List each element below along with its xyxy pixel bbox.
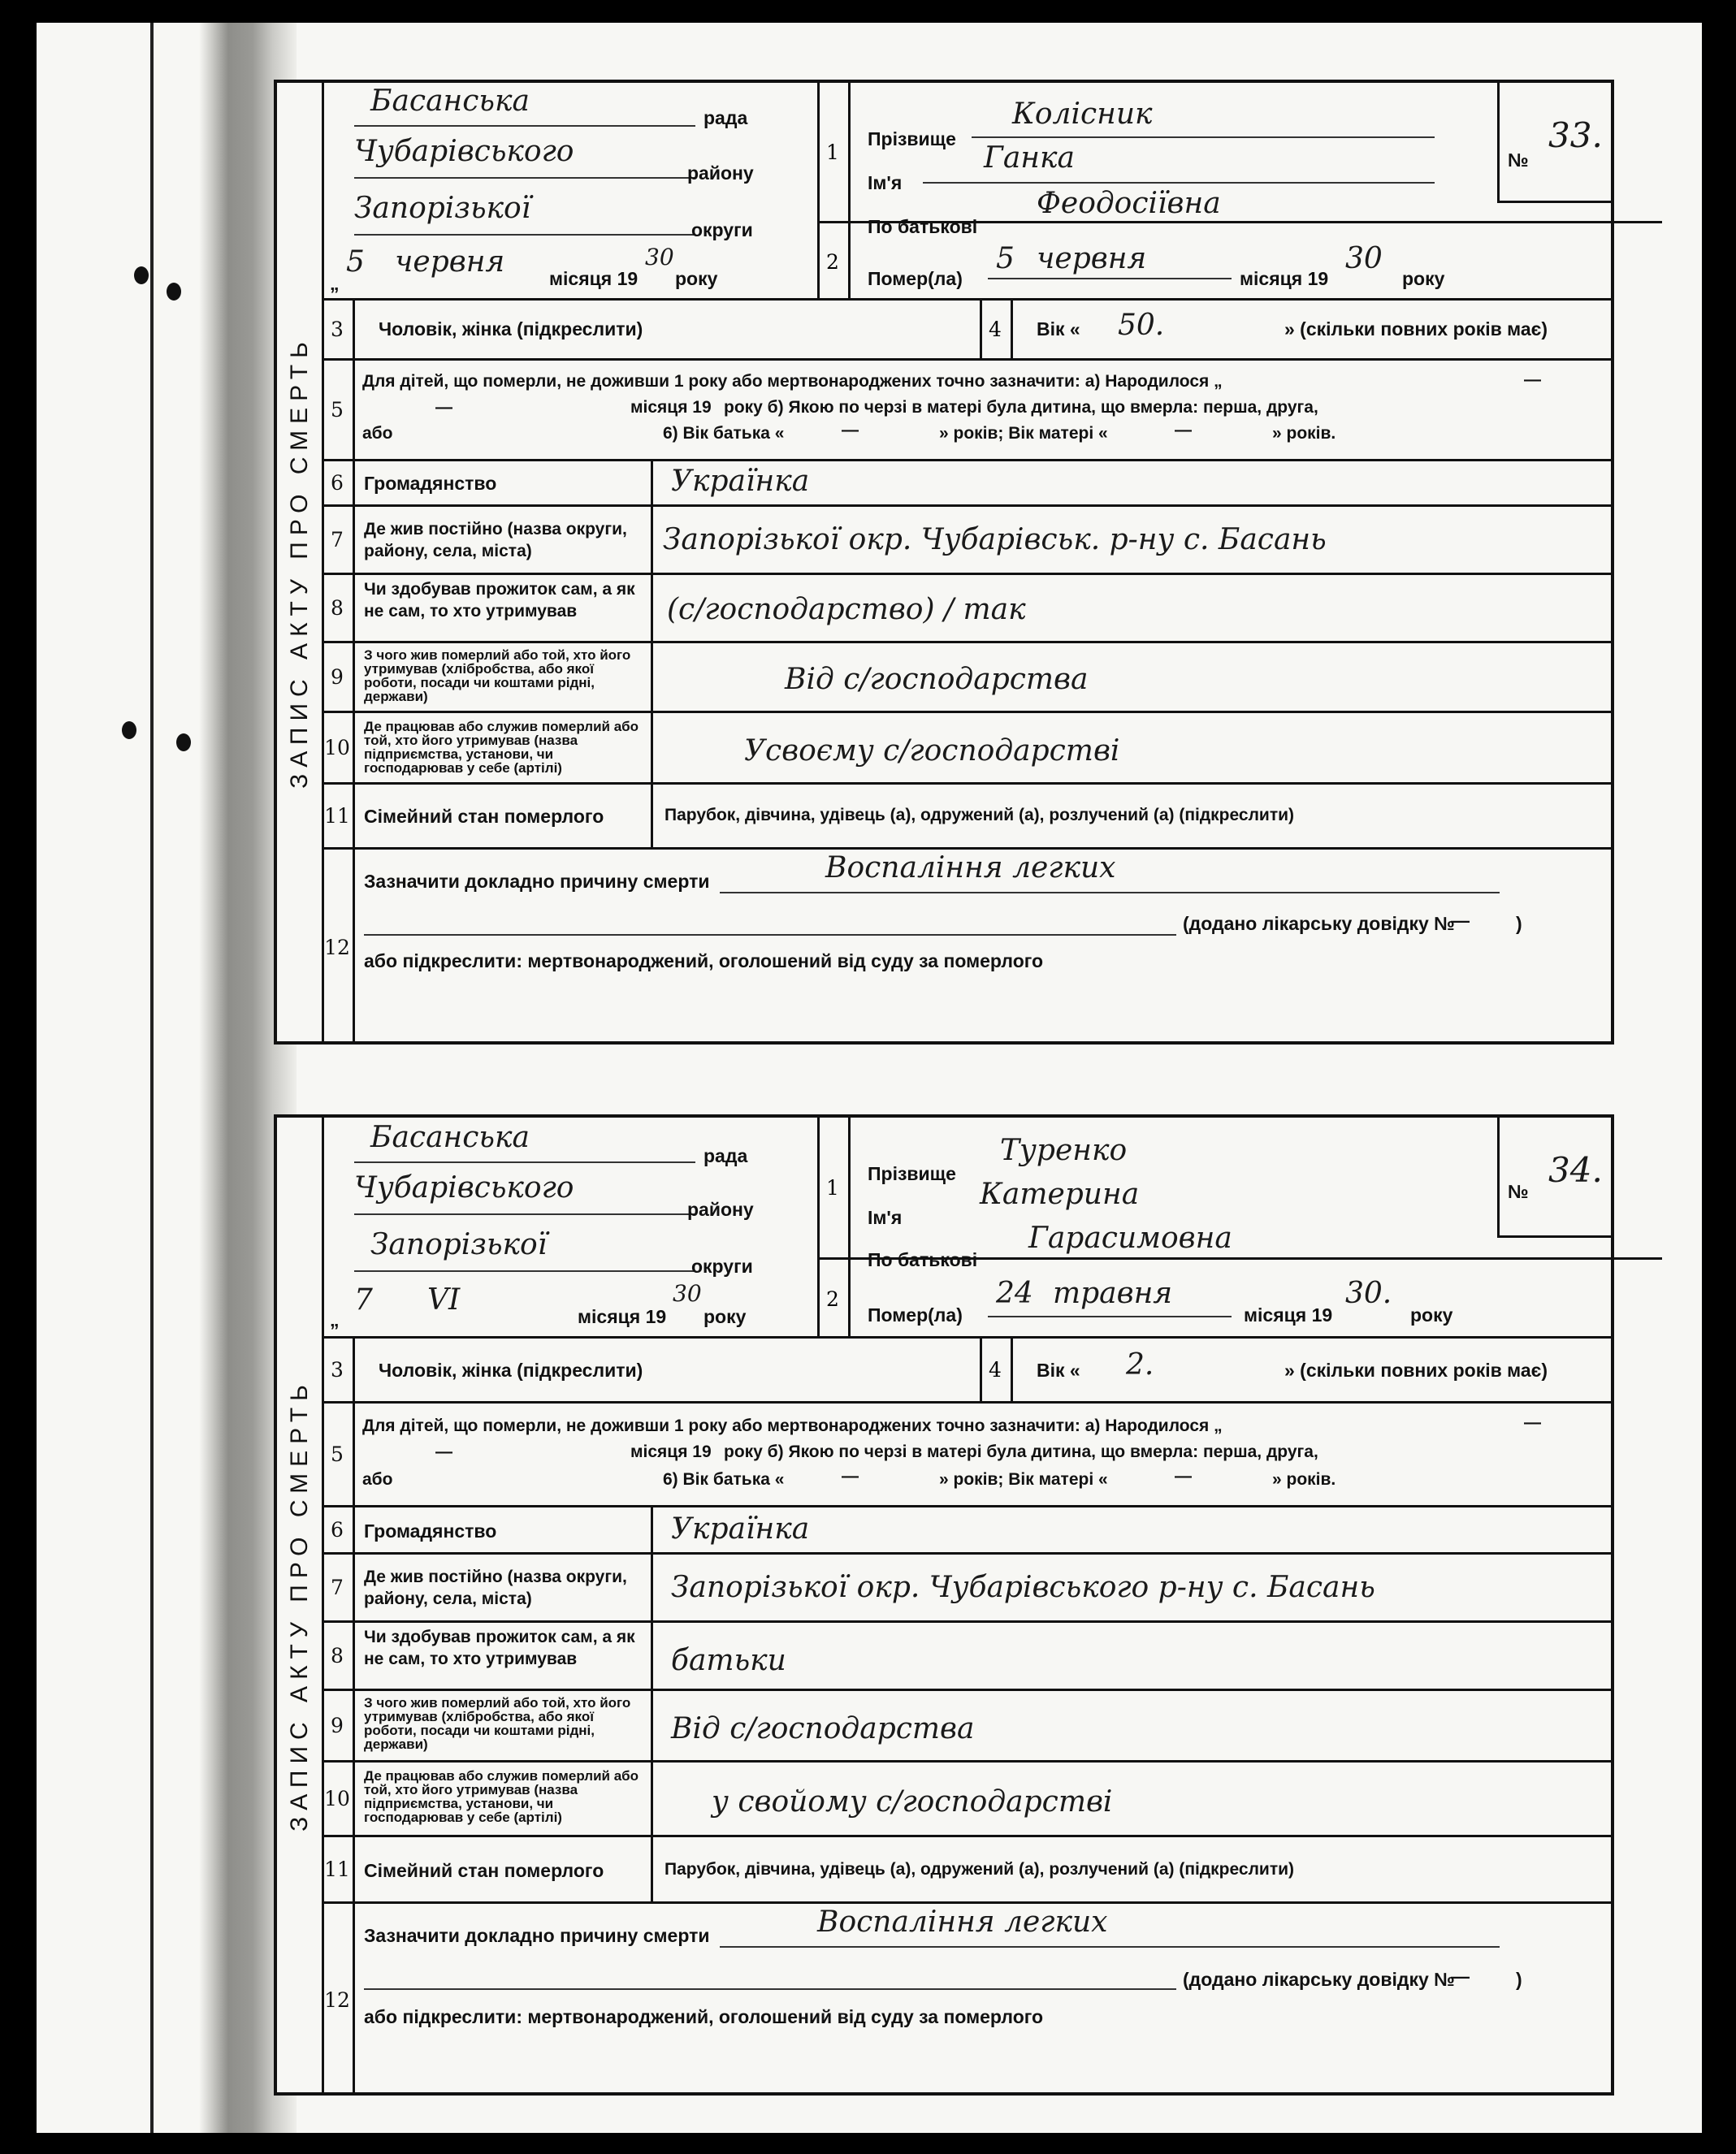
okrug-label: округи <box>691 1256 753 1277</box>
children-line1: Для дітей, що померли, не доживши 1 року або мертвонароджених точно зазначити: а) Народилося „ <box>362 372 1223 391</box>
marital-label: Сімейний стан померлого <box>364 1860 604 1881</box>
residence-label: Де жив постійно (назва округи, району, села, міста) <box>364 1568 627 1608</box>
income-value: Від с/господарства <box>671 1712 975 1745</box>
residence-label: Де жив постійно (назва округи, району, села, міста) <box>364 520 627 560</box>
row-sex-age: 3 Чоловік, жінка (підкреслити) 4 Вік « 50. » (скільки повних років має) <box>322 301 1611 361</box>
livelihood-label: Чи здобував прожиток сам, а як не сам, то хто утримував <box>364 1628 635 1668</box>
age-label: Вік « <box>1037 1360 1080 1381</box>
residence-value: Запорізької окр. Чубарівського р-ну с. Басань <box>671 1571 1375 1604</box>
children-dash-1: — <box>1524 370 1541 389</box>
children-dash-2: — <box>435 398 452 417</box>
reg-year-label: року <box>703 1306 747 1327</box>
cause-label: Зазначити докладно причину смерти <box>364 1925 710 1946</box>
name-label: Ім'я <box>868 172 903 193</box>
children-line3c: » років; Вік матері « <box>939 424 1108 443</box>
row-residence: 7 Де жив постійно (назва округи, району, села, міста) Запорізької окр. Чубарівськ. р-ну с. Басань <box>322 507 1611 575</box>
died-month: червня <box>1037 242 1147 275</box>
residence-value: Запорізької окр. Чубарівськ. р-ну с. Басань <box>663 523 1327 556</box>
died-day: 5 <box>996 242 1015 275</box>
children-line2: місяця 19 <box>630 398 712 417</box>
children-line3a: або <box>362 1470 393 1489</box>
died-year-label: року <box>1410 1304 1453 1326</box>
row-sex-age: 3 Чоловік, жінка (підкреслити) 4 Вік « 2. » (скільки повних років має) <box>322 1339 1611 1404</box>
cert-no: — <box>1451 910 1470 931</box>
workplace-value: Усвоєму с/господарстві <box>744 734 1120 768</box>
age-suffix: » (скільки повних років має) <box>1284 1360 1548 1381</box>
cause-value: Воспаління легких <box>817 1905 1108 1939</box>
children-line3d: » років. <box>1272 424 1336 443</box>
children-line2: місяця 19 <box>630 1442 712 1461</box>
side-title: ЗАПИС АКТУ ПРО СМЕРТЬ <box>285 1378 313 1832</box>
age-suffix: » (скільки повних років має) <box>1284 318 1548 340</box>
citizenship-label: Громадянство <box>364 1520 497 1542</box>
row-children: 5 Для дітей, що померли, не доживши 1 року або мертвонароджених точно зазначити: а) Народилося „ — — місяця 19 року б) Якою по черзі в матері була дитина, що вмерла: перша, друга, або 6) Вік батька « — » років; Вік матері « — » років. <box>322 361 1611 461</box>
stillborn-label: або підкреслити: мертвонароджений, оголошений від суду за померлого <box>364 950 1044 971</box>
row-cause: 12 Зазначити докладно причину смерти Воспаління легких (додано лікарську довідку № — ) або підкреслити: мертвонароджений, оголошений від суду за померлого <box>322 850 1611 1045</box>
children-dash-4: — <box>1175 421 1192 439</box>
district-value: Чубарівського <box>354 1171 574 1205</box>
reg-month: VI <box>427 1283 461 1317</box>
reg-month: червня <box>395 245 505 279</box>
reg-month-label: місяця 19 <box>549 268 639 289</box>
citizenship-label: Громадянство <box>364 473 497 494</box>
surname-label: Прізвище <box>868 128 956 149</box>
record-no-label: № <box>1508 1181 1529 1202</box>
age-value: 2. <box>1126 1348 1154 1382</box>
children-line3d: » років. <box>1272 1470 1336 1489</box>
row-children: 5 Для дітей, що померли, не доживши 1 року або мертвонароджених точно зазначити: а) Народилося „ — — місяця 19 року б) Якою по черзі в матері була дитина, що вмерла: перша, друга, або 6) Вік батька « — » років; Вік матері « — » років. <box>322 1404 1611 1507</box>
okrug-value: Запорізької <box>354 192 531 225</box>
name-value: Катерина <box>980 1178 1140 1211</box>
children-line2b: року б) Якою по черзі в матері була дитина, що вмерла: перша, друга, <box>724 398 1318 417</box>
row-workplace: 10 Де працював або служив померлий або той, хто його утримував (назва підприємства, установи, чи господарював у себе (артілі) Усвоєму с/господарстві <box>322 713 1611 785</box>
children-line2b: року б) Якою по черзі в матері була дитина, що вмерла: перша, друга, <box>724 1442 1318 1461</box>
row-income: 9 З чого жив померлий або той, хто його утримував (хлібробства, або якої роботи, посади чи коштами рідні, держави) Від с/господарства <box>322 643 1611 713</box>
died-year-label: року <box>1402 268 1445 289</box>
surname-label: Прізвище <box>868 1163 956 1184</box>
name-value: Ганка <box>984 141 1075 175</box>
record-number-box <box>1497 83 1611 203</box>
reg-year: 30 <box>673 1280 702 1307</box>
district-label: району <box>687 1199 754 1220</box>
died-month-label: місяця 19 <box>1240 268 1329 289</box>
marital-options: Парубок, дівчина, удівець (а), одружений (а), розлучений (а) (підкреслити) <box>665 1860 1295 1879</box>
cert-label: (додано лікарську довідку № <box>1183 1969 1455 1990</box>
reg-day: 7 <box>354 1283 373 1317</box>
punch-hole <box>176 733 191 751</box>
died-year: 30 <box>1345 242 1383 275</box>
citizenship-value: Українка <box>671 465 810 498</box>
patronymic-value: Гарасимовна <box>1028 1222 1232 1255</box>
district-label: району <box>687 162 754 184</box>
workplace-value: у свойому с/господарстві <box>712 1785 1113 1819</box>
side-title-box <box>277 83 324 1041</box>
livelihood-value: (с/господарство) / так <box>667 593 1026 626</box>
cert-label: (додано лікарську довідку № <box>1183 913 1455 934</box>
children-dash-3: — <box>842 421 859 439</box>
died-year: 30. <box>1345 1277 1392 1310</box>
sex-label: Чоловік, жінка (підкреслити) <box>379 1360 643 1381</box>
cert-no: — <box>1451 1966 1470 1987</box>
row-citizenship: 6 Громадянство Українка <box>322 461 1611 507</box>
record-no-label: № <box>1508 149 1529 171</box>
reg-year-label: року <box>675 268 718 289</box>
surname-value: Колісник <box>1012 97 1153 131</box>
children-line3b: 6) Вік батька « <box>663 1470 785 1489</box>
patronymic-value: Феодосіївна <box>1037 187 1221 220</box>
workplace-label: Де працював або служив померлий або той, хто його утримував (назва підприємства, установи, чи господарював у себе (артілі) <box>364 1768 639 1825</box>
row-cause: 12 Зазначити докладно причину смерти Воспаління легких (додано лікарську довідку № — ) або підкреслити: мертвонароджений, оголошений від суду за померлого <box>322 1904 1611 2096</box>
side-title-box <box>277 1118 324 2092</box>
income-value: Від с/господарства <box>785 663 1089 696</box>
children-line1: Для дітей, що померли, не доживши 1 року або мертвонароджених точно зазначити: а) Народилося „ <box>362 1417 1223 1435</box>
age-value: 50. <box>1118 309 1165 342</box>
reg-month-label: місяця 19 <box>578 1306 667 1327</box>
patronymic-label: По батькові <box>868 1249 978 1270</box>
livelihood-label: Чи здобував прожиток сам, а як не сам, то хто утримував <box>364 580 635 621</box>
cause-label: Зазначити докладно причину смерти <box>364 871 710 892</box>
record-no-value: 33. <box>1548 115 1603 155</box>
children-dash-2: — <box>435 1442 452 1461</box>
punch-hole <box>134 266 149 284</box>
record-no-value: 34. <box>1548 1150 1603 1190</box>
punch-hole <box>122 721 136 739</box>
cause-value: Воспаління легких <box>825 851 1116 885</box>
okrug-label: округи <box>691 219 753 240</box>
council-value: Басанська <box>370 84 530 118</box>
row-marital: 11 Сімейний стан померлого Парубок, дівчина, удівець (а), одружений (а), розлучений (а) (підкреслити) <box>322 785 1611 850</box>
marital-label: Сімейний стан померлого <box>364 806 604 827</box>
row-workplace: 10 Де працював або служив померлий або той, хто його утримував (назва підприємства, установи, чи господарював у себе (артілі) у свойому с/господарстві <box>322 1763 1611 1837</box>
children-line3a: або <box>362 424 393 443</box>
row-livelihood: 8 Чи здобував прожиток сам, а як не сам, то хто утримував (с/господарство) / так <box>322 575 1611 643</box>
age-label: Вік « <box>1037 318 1080 340</box>
death-record-34 <box>274 1114 1614 2096</box>
sex-label: Чоловік, жінка (підкреслити) <box>379 318 643 340</box>
row-livelihood: 8 Чи здобував прожиток сам, а як не сам, то хто утримував батьки <box>322 1623 1611 1691</box>
stillborn-label: або підкреслити: мертвонароджений, оголошений від суду за померлого <box>364 2006 1044 2027</box>
record-number-box <box>1497 1118 1611 1238</box>
died-label: Помер(ла) <box>868 1304 963 1326</box>
children-dash-3: — <box>842 1467 859 1486</box>
binding-edge <box>150 23 154 2133</box>
died-label: Помер(ла) <box>868 268 963 289</box>
council-value: Басанська <box>370 1121 530 1154</box>
row-income: 9 З чого жив померлий або той, хто його утримував (хлібробства, або якої роботи, посади чи коштами рідні, держави) Від с/господарства <box>322 1691 1611 1763</box>
children-line3c: » років; Вік матері « <box>939 1470 1108 1489</box>
district-value: Чубарівського <box>354 135 574 168</box>
marital-options: Парубок, дівчина, удівець (а), одружений (а), розлучений (а) (підкреслити) <box>665 806 1295 824</box>
income-label: З чого жив померлий або той, хто його утримував (хлібробства, або якої роботи, посади чи коштами рідні, держави) <box>364 1695 631 1752</box>
register-page <box>37 23 1702 2133</box>
surname-value: Туренко <box>1000 1134 1128 1167</box>
name-label: Ім'я <box>868 1207 903 1228</box>
death-record-33 <box>274 80 1614 1045</box>
died-month: травня <box>1053 1277 1173 1310</box>
side-title: ЗАПИС АКТУ ПРО СМЕРТЬ <box>285 335 313 789</box>
died-month-label: місяця 19 <box>1244 1304 1333 1326</box>
okrug-value: Запорізької <box>370 1228 548 1261</box>
row-residence: 7 Де жив постійно (назва округи, району, села, міста) Запорізької окр. Чубарівського р-ну с. Басань <box>322 1555 1611 1623</box>
council-label: рада <box>703 1145 748 1166</box>
council-label: рада <box>703 107 748 128</box>
header-block: Басанська рада Чубарівського району Запорізької округи „ 7 VI місяця 19 30 року 1 2 Прізвище Туренко Ім'я Катерина По батькові Гарасимовна № 34. Помер(ла) 24 травня місяця 19 30. року <box>322 1118 1611 1339</box>
reg-year: 30 <box>645 244 674 270</box>
workplace-label: Де працював або служив померлий або той, хто його утримував (назва підприємства, установи, чи господарював у себе (артілі) <box>364 719 639 776</box>
children-dash-1: — <box>1524 1413 1541 1432</box>
punch-hole <box>167 283 181 301</box>
livelihood-value: батьки <box>671 1644 786 1677</box>
row-citizenship: 6 Громадянство Українка <box>322 1507 1611 1555</box>
citizenship-value: Українка <box>671 1512 810 1546</box>
reg-day: 5 <box>346 245 365 279</box>
patronymic-label: По батькові <box>868 216 978 237</box>
income-label: З чого жив померлий або той, хто його утримував (хлібробства, або якої роботи, посади чи коштами рідні, держави) <box>364 647 631 704</box>
children-line3b: 6) Вік батька « <box>663 424 785 443</box>
children-dash-4: — <box>1175 1467 1192 1486</box>
died-day: 24 <box>996 1277 1033 1310</box>
row-marital: 11 Сімейний стан померлого Парубок, дівчина, удівець (а), одружений (а), розлучений (а) (підкреслити) <box>322 1837 1611 1904</box>
header-block: Басанська рада Чубарівського району Запорізької округи „ 5 червня місяця 19 30 року 1 2 Прізвище Колісник Ім'я Ганка По батькові Феодосіївна № 33. Помер(ла) 5 червня місяця 19 30 року <box>322 83 1611 301</box>
